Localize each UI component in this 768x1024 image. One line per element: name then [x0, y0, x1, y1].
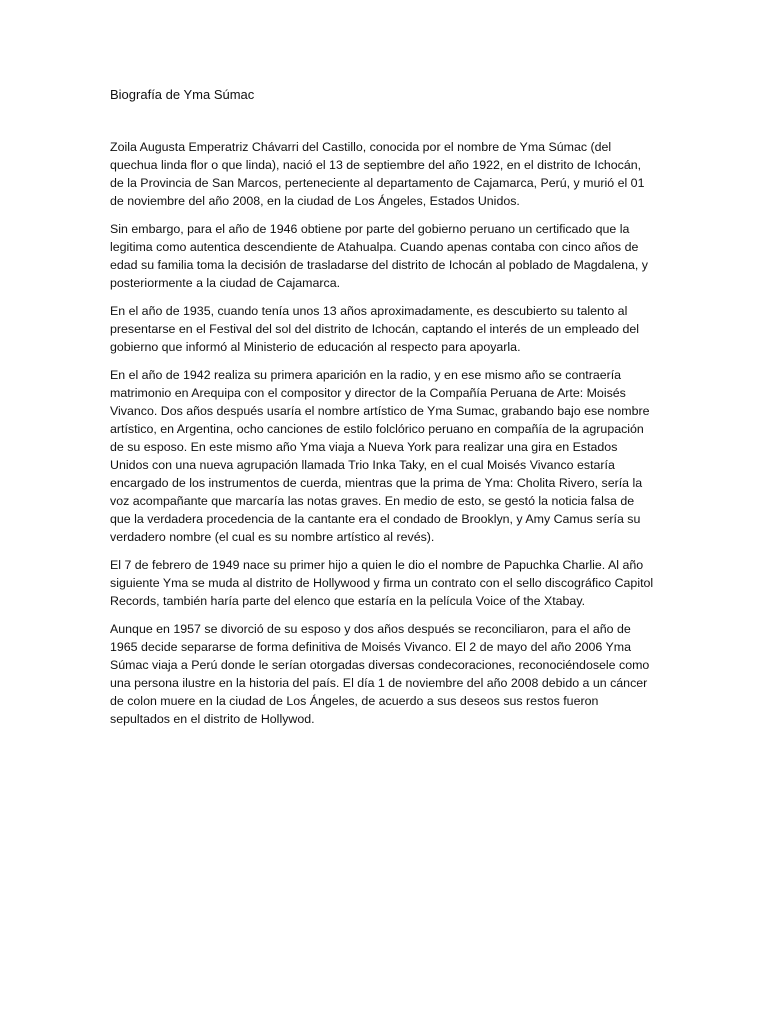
document-body: [110, 86, 658, 738]
document-title: Biografía de Yma Súmac: [110, 87, 255, 102]
paragraph-later-life: Aunque en 1957 se divorció de su esposo y dos años después se reconciliaron, para el año de 1965 decide separarse de forma definitiva de Moisés Vivanco. El 2 de mayo del año 2006 Yma Súmac viaja a Perú donde le serían otorgadas diversas condecoraciones, reconociéndosele como una persona ilustre en la historia del país. El día 1 de noviembre del año 2008 debido a un cáncer de colon muere en la ciudad de Los Ángeles, de acuerdo a sus deseos sus restos fueron sepultados en el distrito de Hollywod.: [110, 622, 650, 726]
paragraph-discovery: En el año de 1935, cuando tenía unos 13 años aproximadamente, es descubierto su talento al presentarse en el Festival del sol del distrito de Ichocán, captando el interés de un empleado del gobierno que informó al Ministerio de educación al respecto para apoyarla.: [110, 304, 639, 354]
paragraph-ancestry: Sin embargo, para el año de 1946 obtiene por parte del gobierno peruano un certificado que la legitima como autentica descendiente de Atahualpa. Cuando apenas contaba con cinco años de edad su familia toma la decisión de trasladarse del distrito de Ichocán al poblado de Magdalena, y posteriormente a la ciudad de Cajamarca.: [110, 222, 648, 290]
paragraph-career: En el año de 1942 realiza su primera aparición en la radio, y en ese mismo año se contraería matrimonio en Arequipa con el compositor y director de la Compañía Peruana de Arte: Moisés Vivanco. Dos años después usaría el nombre artístico de Yma Sumac, grabando bajo ese nombre artístico, en Argentina, ocho canciones de estilo folclórico peruano en compañía de la agrupación de su esposo. En este mismo año Yma viaja a Nueva York para realizar una gira en Estados Unidos con una nueva agrupación llamada Trio Inka Taky, en el cual Moisés Vivanco estaría encargado de los instrumentos de cuerda, mientras que la prima de Yma: Cholita Rivero, sería la voz acompañante que marcaría las notas graves. En medio de esto, se gestó la noticia falsa de que la verdadera procedencia de la cantante era el condado de Brooklyn, y Amy Camus sería su verdadero nombre (el cual es su nombre artístico al revés).: [110, 368, 650, 544]
paragraph-birth: Zoila Augusta Emperatriz Chávarri del Castillo, conocida por el nombre de Yma Súmac (del quechua linda flor o que linda), nació el 13 de septiembre del año 1922, en el distrito de Ichocán, de la Provincia de San Marcos, perteneciente al departamento de Cajamarca, Perú, y murió el 01 de noviembre del año 2008, en la ciudad de Los Ángeles, Estados Unidos.: [110, 140, 645, 208]
paragraph-hollywood: El 7 de febrero de 1949 nace su primer hijo a quien le dio el nombre de Papuchka Charlie. Al año siguiente Yma se muda al distrito de Hollywood y firma un contrato con el sello discográfico Capitol Records, también haría parte del elenco que estaría en la película Voice of the Xtabay.: [110, 558, 654, 608]
